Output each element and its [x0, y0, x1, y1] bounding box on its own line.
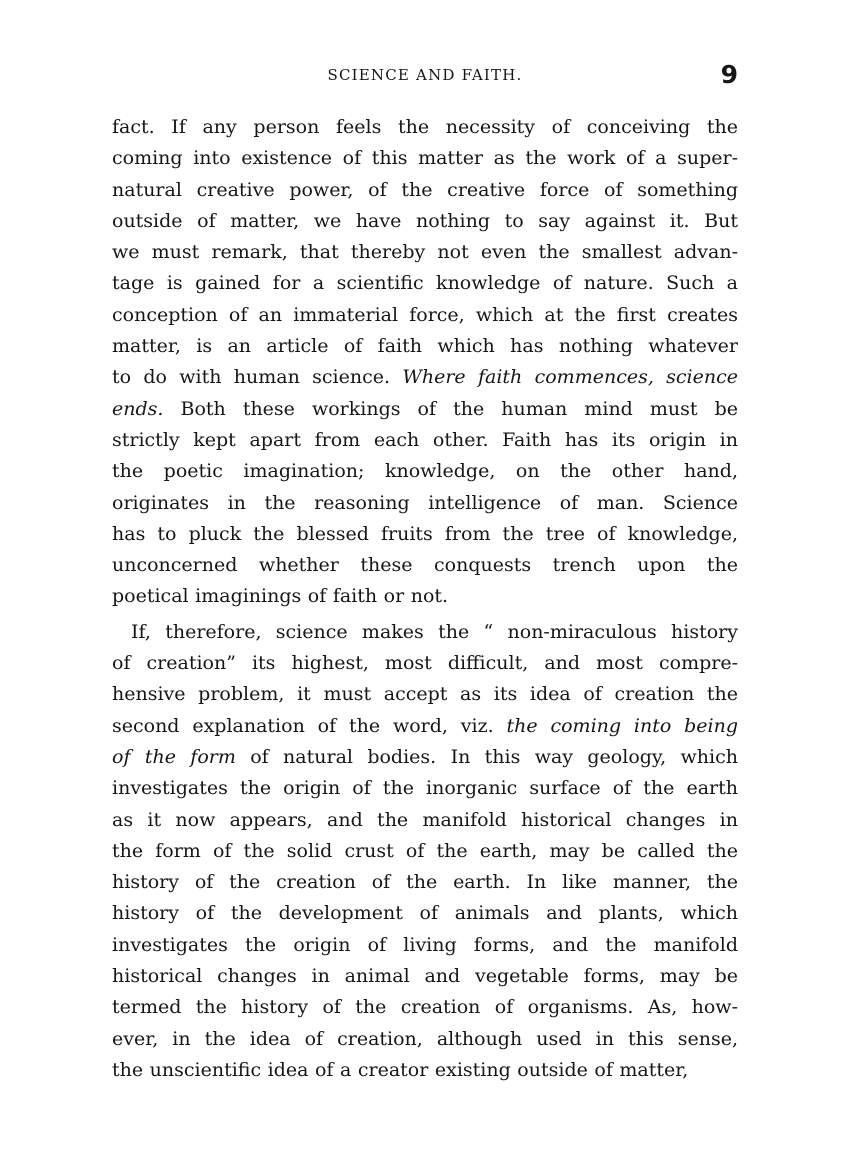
text-line — [112, 961, 738, 992]
text-line — [112, 805, 738, 836]
body-text — [112, 112, 738, 1086]
text-segment: coming into existence of this matter as the work of a super- — [112, 147, 738, 170]
text-line — [112, 617, 738, 648]
text-line — [112, 206, 738, 237]
text-line — [112, 711, 738, 742]
text-line — [112, 488, 738, 519]
text-segment: historical changes in animal and vegetable forms, may be — [112, 965, 738, 988]
text-line — [112, 519, 738, 550]
text-line — [112, 425, 738, 456]
text-segment: fact. If any person feels the necessity of conceiving the — [112, 116, 738, 138]
text-segment: outside of matter, we have nothing to say against it. But — [112, 209, 738, 232]
text-segment: has to pluck the blessed fruits from the tree of knowledge, — [112, 522, 738, 545]
text-line — [112, 550, 738, 581]
text-segment: originates in the reasoning intelligence of man. Science — [112, 491, 738, 514]
text-line — [112, 456, 738, 487]
text-line — [112, 1055, 738, 1086]
text-line — [112, 331, 738, 362]
text-segment: poetical imaginings of faith or not. — [112, 585, 449, 608]
text-segment: as it now appears, and the manifold historical changes in — [112, 808, 738, 831]
text-segment: tage is gained for a scientific knowledge of nature. Such a — [112, 272, 738, 295]
text-line — [112, 867, 738, 898]
text-line — [112, 1024, 738, 1055]
text-segment: investigates the origin of living forms, and the manifold — [112, 933, 738, 956]
text-line — [112, 268, 738, 299]
text-segment: the poetic imagination; knowledge, on the other hand, — [112, 460, 738, 483]
text-segment: hensive problem, it must accept as its idea of creation the — [112, 683, 738, 706]
text-segment: strictly kept apart from each other. Faith has its origin in — [112, 428, 738, 451]
text-segment: the unscientific idea of a creator existing outside of matter, — [112, 1058, 689, 1081]
paragraph — [112, 617, 738, 1086]
text-segment: to do with human science. — [112, 366, 403, 389]
text-line — [112, 773, 738, 804]
text-line — [112, 175, 738, 206]
text-segment: matter, is an article of faith which has nothing whatever — [112, 335, 738, 358]
text-segment: unconcerned whether these conquests trench upon the — [112, 554, 738, 577]
text-line — [112, 930, 738, 961]
text-segment: second explanation of the word, viz. — [112, 714, 507, 737]
text-line — [112, 581, 738, 612]
running-title: SCIENCE AND FAITH. — [327, 66, 523, 84]
text-line — [112, 143, 738, 174]
text-line — [112, 300, 738, 331]
text-segment: history of the creation of the earth. In like manner, the — [112, 871, 738, 894]
text-segment: termed the history of the creation of organisms. As, how- — [112, 996, 738, 1019]
text-segment: conception of an immaterial force, which at the first creates — [112, 303, 738, 326]
page-number: 9 — [720, 60, 738, 89]
text-line — [112, 836, 738, 867]
text-segment: we must remark, that thereby not even the smallest advan- — [112, 241, 738, 264]
text-line — [112, 237, 738, 268]
italic-text: Where faith commences, science — [402, 366, 738, 389]
running-head — [112, 60, 738, 94]
text-line — [112, 112, 738, 143]
text-segment: ever, in the idea of creation, although used in this sense, — [112, 1027, 738, 1050]
text-segment: history of the development of animals and plants, which — [112, 902, 738, 925]
text-line — [112, 679, 738, 710]
text-line — [112, 394, 738, 425]
text-segment: of natural bodies. In this way geology, which — [235, 745, 738, 768]
text-segment: natural creative power, of the creative force of something — [112, 178, 738, 201]
text-segment: Both these workings of the human mind must be — [163, 397, 738, 420]
text-line — [112, 992, 738, 1023]
text-segment: If, therefore, science makes the “ non-miraculous history — [131, 620, 738, 643]
text-line — [112, 648, 738, 679]
italic-text: of the form — [112, 745, 236, 768]
text-line — [112, 362, 738, 393]
text-line — [112, 898, 738, 929]
text-line — [112, 742, 738, 773]
text-segment: the form of the solid crust of the earth, may be called the — [112, 839, 738, 862]
italic-text: the coming into being — [506, 714, 738, 737]
italic-text: ends. — [112, 397, 164, 420]
text-segment: of creation” its highest, most difficult, and most compre- — [112, 652, 738, 675]
text-segment: investigates the origin of the inorganic surface of the earth — [112, 777, 738, 800]
paragraph — [112, 112, 738, 613]
